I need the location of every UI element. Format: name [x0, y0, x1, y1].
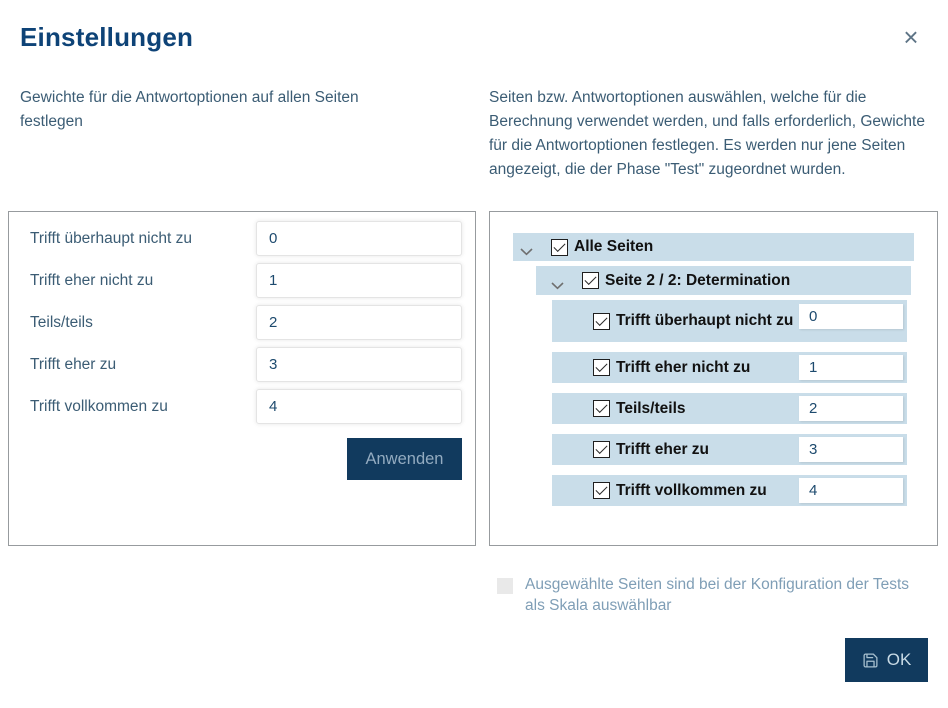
tree-row-all-pages[interactable] [513, 233, 914, 261]
weight-input[interactable] [256, 263, 462, 298]
checkbox-page[interactable] [582, 272, 599, 289]
scale-checkbox-label: Ausgewählte Seiten sind bei der Konfiguration der Tests als Skala auswählbar [525, 576, 910, 614]
right-description: Seiten bzw. Antwortoptionen auswählen, welche für die Berechnung verwendet werden, und falls erforderlich, Gewichte für die Antwortoptionen festlegen. Es werden nur jene Seiten angezeigt, die der Phase "Test" zugeordnet wurden. [489, 89, 925, 179]
weight-label: Trifft überhaupt nicht zu [30, 229, 192, 247]
weight-input[interactable] [256, 347, 462, 382]
weights-panel [8, 211, 476, 546]
weight-row [22, 263, 462, 298]
weight-label: Teils/teils [30, 313, 93, 331]
option-weight-input[interactable] [799, 396, 903, 421]
apply-button[interactable]: Anwenden [347, 438, 462, 480]
checkbox-option[interactable] [593, 400, 610, 417]
option-weight-input[interactable] [799, 437, 903, 462]
chevron-down-icon[interactable] [520, 243, 533, 251]
tree-row-option[interactable] [552, 300, 907, 342]
weight-input[interactable] [256, 389, 462, 424]
tree-label: Trifft eher zu [616, 440, 710, 458]
tree-label: Trifft eher nicht zu [616, 358, 751, 376]
checkbox-option[interactable] [593, 441, 610, 458]
page-title: Einstellungen [20, 22, 194, 52]
checkbox-option[interactable] [593, 359, 610, 376]
tree-row-option[interactable] [552, 475, 907, 506]
weight-input[interactable] [256, 305, 462, 340]
save-icon [862, 652, 879, 669]
ok-button[interactable] [845, 638, 928, 682]
scale-checkbox-row [497, 575, 917, 617]
scale-checkbox [497, 578, 513, 594]
option-weight-input[interactable] [799, 355, 903, 380]
pages-tree-panel [489, 211, 938, 546]
close-icon[interactable]: × [903, 22, 919, 52]
checkbox-all-pages[interactable] [551, 239, 568, 256]
weight-label: Trifft eher zu [30, 355, 117, 373]
checkbox-option[interactable] [593, 482, 610, 499]
weight-row [22, 221, 462, 256]
weight-label: Trifft vollkommen zu [30, 397, 168, 415]
chevron-down-icon[interactable] [551, 277, 564, 285]
weight-row [22, 347, 462, 382]
checkbox-option[interactable] [593, 313, 610, 330]
tree-label: Seite 2 / 2: Determination [605, 271, 791, 289]
tree-label: Alle Seiten [574, 238, 654, 256]
weight-row [22, 305, 462, 340]
tree-label: Trifft überhaupt nicht zu [616, 312, 794, 330]
option-weight-input[interactable] [799, 304, 903, 329]
tree-row-page[interactable] [536, 266, 911, 295]
tree-label: Teils/teils [616, 399, 686, 417]
option-weight-input[interactable] [799, 478, 903, 503]
tree-row-option[interactable] [552, 393, 907, 424]
tree-label: Trifft vollkommen zu [616, 481, 767, 499]
weight-row [22, 389, 462, 424]
left-description: Gewichte für die Antwortoptionen auf allen Seiten festlegen [20, 89, 359, 131]
weight-input[interactable] [256, 221, 462, 256]
weight-label: Trifft eher nicht zu [30, 271, 154, 289]
ok-button-label: OK [886, 650, 912, 669]
tree-row-option[interactable] [552, 352, 907, 383]
tree-row-option[interactable] [552, 434, 907, 465]
